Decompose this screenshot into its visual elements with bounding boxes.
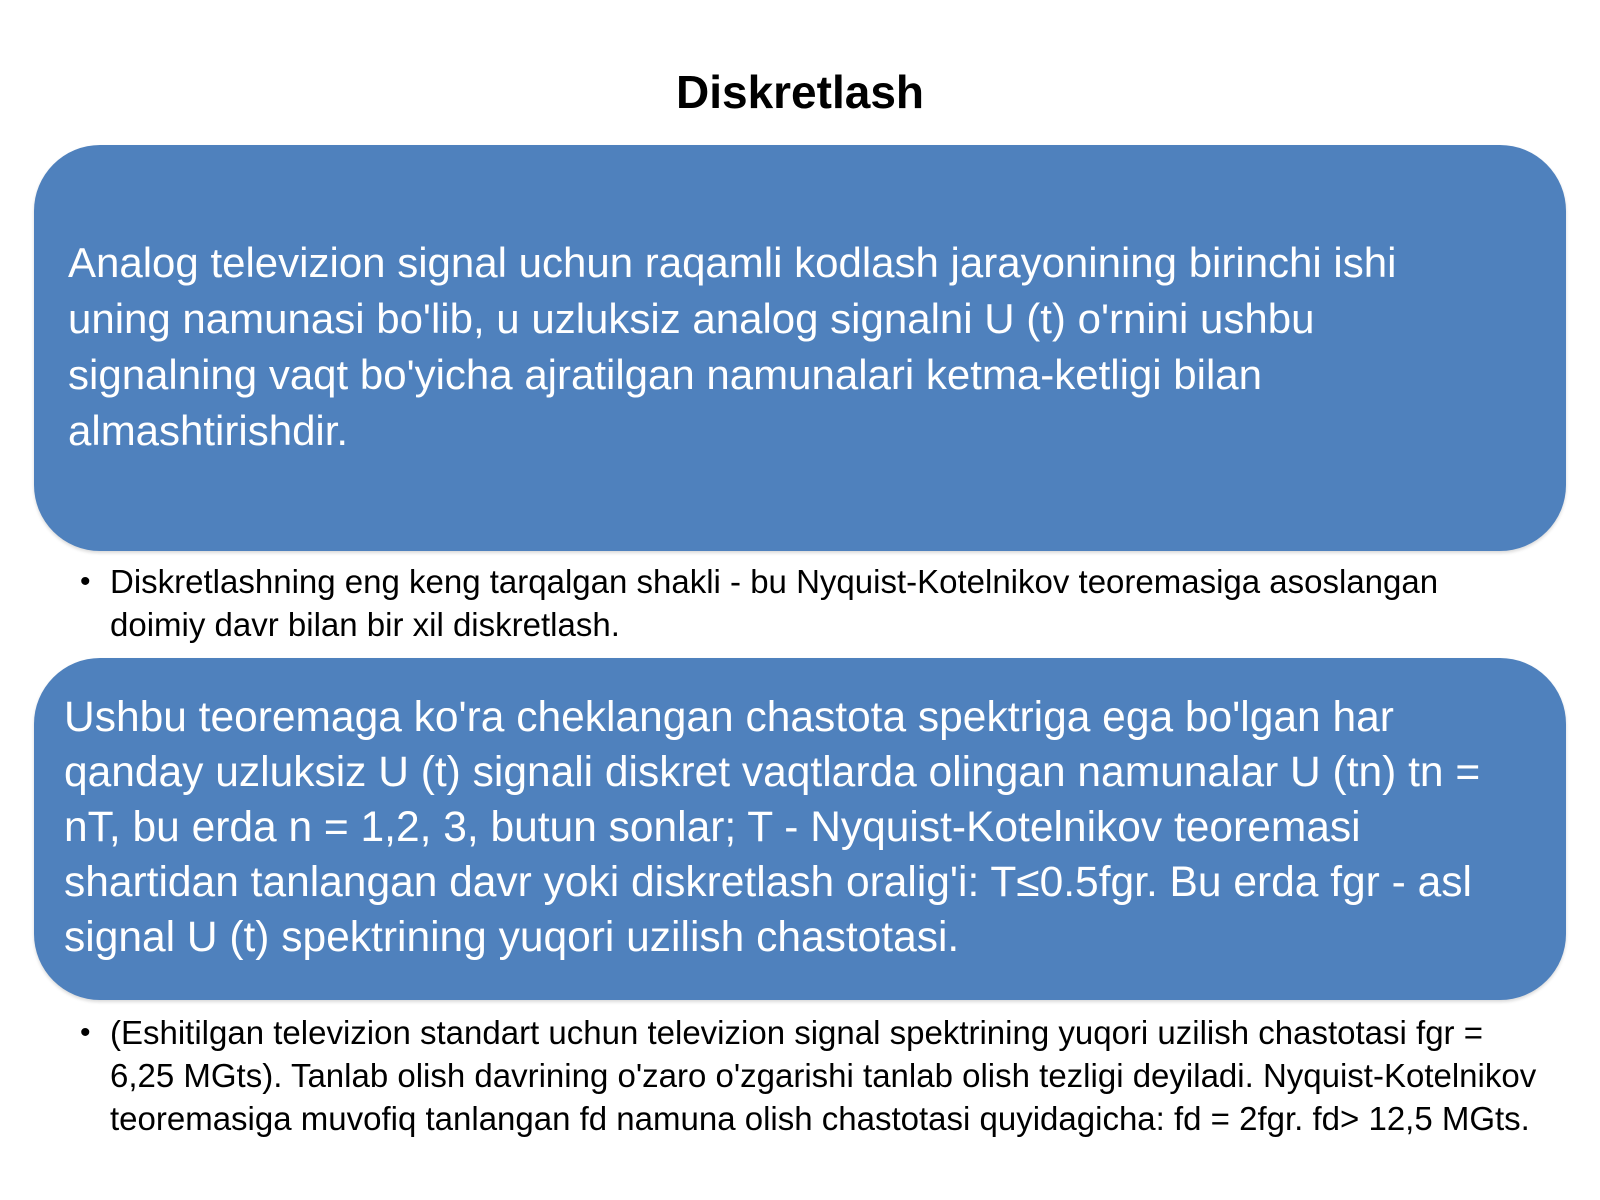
bullet-item-sampling-form — [80, 560, 1540, 646]
theorem-box — [34, 658, 1566, 1000]
bullet-icon: • — [80, 565, 91, 598]
bullet-icon: • — [80, 1016, 91, 1049]
definition-box — [34, 145, 1566, 551]
bullet-item-sampling-frequency — [80, 1011, 1540, 1140]
bullet-text: Diskretlashning eng keng tarqalgan shakli - bu Nyquist-Kotelnikov teoremasiga asoslangan doimiy davr bilan bir xil diskretlash. — [110, 563, 1439, 643]
definition-text: Analog televizion signal uchun raqamli kodlash jarayonining birinchi ishi uning namunasi bo'lib, u uzluksiz analog signalni U (t) o'rnini ushbu signalning vaqt bo'yicha ajratilgan namunalari ketma-ketligi bilan almashtirishdir. — [68, 239, 1397, 454]
slide-title: Diskretlash — [675, 66, 924, 118]
theorem-text: Ushbu teoremaga ko'ra cheklangan chastota spektriga ega bo'lgan har qanday uzluksiz U (t) signali diskret vaqtlarda olingan namunalar U (tn) tn = nT, bu erda n = 1,2, 3, butun sonlar; T - Nyquist-Kotelnikov teoremasi shartidan tanlangan davr yoki diskretlash oralig'i: T≤0.5fgr. Bu erda fgr - asl signal U (t) spektrining yuqori uzilish chastotasi. — [64, 694, 1481, 961]
bullet-text: (Eshitilgan televizion standart uchun televizion signal spektrining yuqori uzilish chastotasi fgr = 6,25 MGts). Tanlab olish davrining o'zaro o'zgarishi tanlab olish tezligi deyiladi. Nyquist-Kotelnikov teoremasiga muvofiq tanlangan fd namuna olish chastotasi quyidagicha: fd = 2fgr. fd> 12,5 MGts. — [110, 1014, 1537, 1137]
